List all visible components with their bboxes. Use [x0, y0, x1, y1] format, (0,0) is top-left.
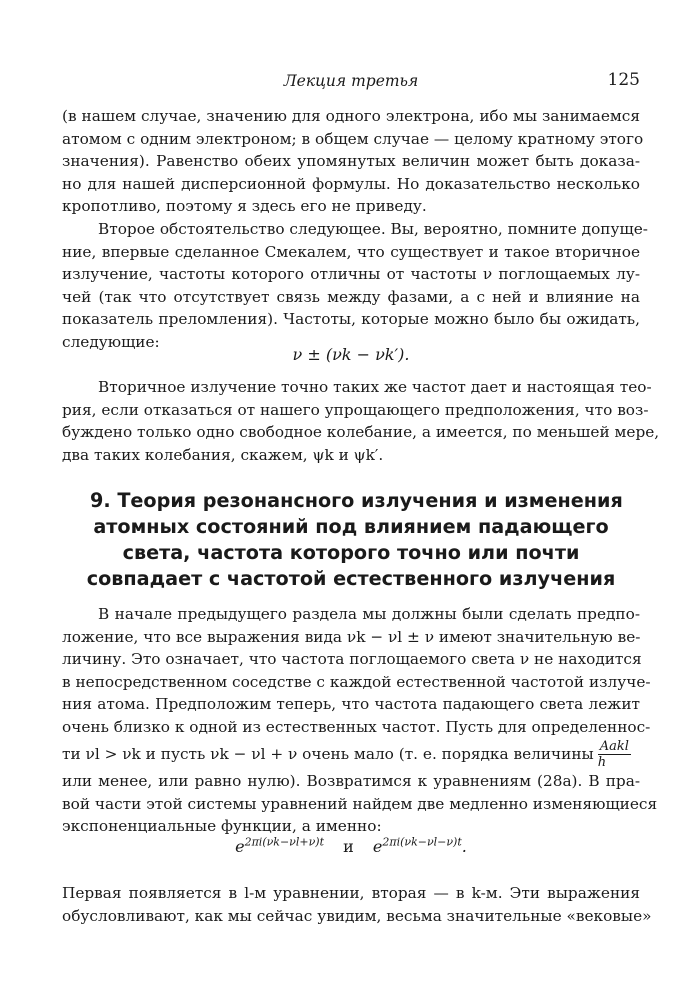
section-heading [62, 488, 640, 592]
text-line: или менее, или равно нулю). Возвратимся к уравнениям (28а). В пра- [62, 772, 640, 791]
text-line: следующие: [62, 332, 160, 351]
formula-frequencies: ν ± (νk − νk′). [292, 345, 410, 364]
paragraph-5 [62, 882, 652, 927]
text-line: ложение, что все выражения вида νk − νl ± ν имеют значительную ве- [62, 627, 641, 646]
conjunction: и [343, 837, 354, 857]
page-number: 125 [607, 70, 640, 90]
text-line: излучение, частоты которого отличны от частоты ν поглощаемых лу- [62, 265, 640, 284]
running-title: Лекция третья [283, 72, 419, 90]
heading-line: 9. Теория резонансного излучения и изменения [90, 489, 623, 512]
exp-base: e [372, 837, 383, 857]
text-line: (в нашем случае, значению для одного электрона, ибо мы занимаемся [62, 107, 640, 125]
heading-line: света, частота которого точно или почти [122, 541, 580, 564]
text-line: В начале предыдущего раздела мы должны были сделать предпо- [98, 605, 640, 623]
formula-exponentials [62, 836, 640, 856]
text-line: рия, если отказаться от нашего упрощающего предположения, что воз- [62, 400, 649, 419]
text-line: в непосредственном соседстве с каждой естественной частотой излуче- [62, 672, 651, 691]
page-header [62, 72, 640, 96]
exponential-1 [235, 837, 324, 856]
text-line: кропотливо, поэтому я здесь его не приведу. [62, 197, 427, 216]
text-line: но для нашей дисперсионной формулы. Но доказательство несколько [62, 174, 640, 193]
heading-line: атомных состояний под влиянием падающего [93, 515, 609, 538]
text-line: Вторичное излучение точно таких же частот дает и настоящая тео- [98, 378, 652, 396]
paragraph-4 [62, 603, 658, 838]
formula-end: . [461, 837, 467, 857]
text-line: значения). Равенство обеих упомянутых величин может быть доказа- [62, 152, 640, 171]
exponential-2 [373, 837, 467, 856]
text-line: ние, впервые сделанное Смекалем, что существует и такое вторичное [62, 242, 640, 261]
text-line: буждено только одно свободное колебание, а имеется, по меньшей мере, [62, 423, 660, 442]
text-line: обусловливают, как мы сейчас увидим, весьма значительные «вековые» [62, 906, 652, 925]
text-line: чей (так что отсутствует связь между фазами, а с ней и влияние на [62, 287, 640, 306]
fraction-denominator: h [597, 755, 607, 771]
text-line: экспоненциальные функции, а именно: [62, 817, 382, 836]
exp-power: 2πi(νk−νl−ν)t [382, 836, 462, 849]
text-line: Первая появляется в l-м уравнении, вторая — в k-м. Эти выражения [62, 884, 640, 902]
text-line: два таких колебания, скажем, ψk и ψk′. [62, 445, 384, 464]
paragraph-3 [62, 376, 660, 466]
text-line: очень близко к одной из естественных частот. Пусть для определеннос- [62, 717, 651, 736]
heading-line: совпадает с частотой естественного излучения [86, 567, 616, 590]
fraction-numerator: Aakl [599, 739, 629, 755]
paragraph-1 [62, 105, 644, 218]
text-line: личину. Это означает, что частота поглощаемого света ν не находится [62, 650, 642, 669]
text-line: показатель преломления). Частоты, которые можно было бы ожидать, [62, 310, 640, 329]
exp-base: e [235, 837, 245, 857]
fraction [598, 739, 631, 770]
text-fragment: ти νl > νk и пусть νk − νl + ν очень мало (т. е. порядка величины [62, 744, 594, 763]
text-line-with-fraction [62, 739, 640, 771]
text-line: вой части этой системы уравнений найдем две медленно изменяющиеся [62, 794, 658, 813]
text-line: ния атома. Предположим теперь, что частота падающего света лежит [62, 695, 640, 714]
exp-power: 2πi(νk−νl+ν)t [244, 836, 325, 849]
text-line: Второе обстоятельство следующее. Вы, вероятно, помните допуще- [98, 220, 648, 238]
paragraph-2 [62, 218, 648, 354]
text-line: атомом с одним электроном; в общем случае — целому кратному этого [62, 129, 644, 148]
